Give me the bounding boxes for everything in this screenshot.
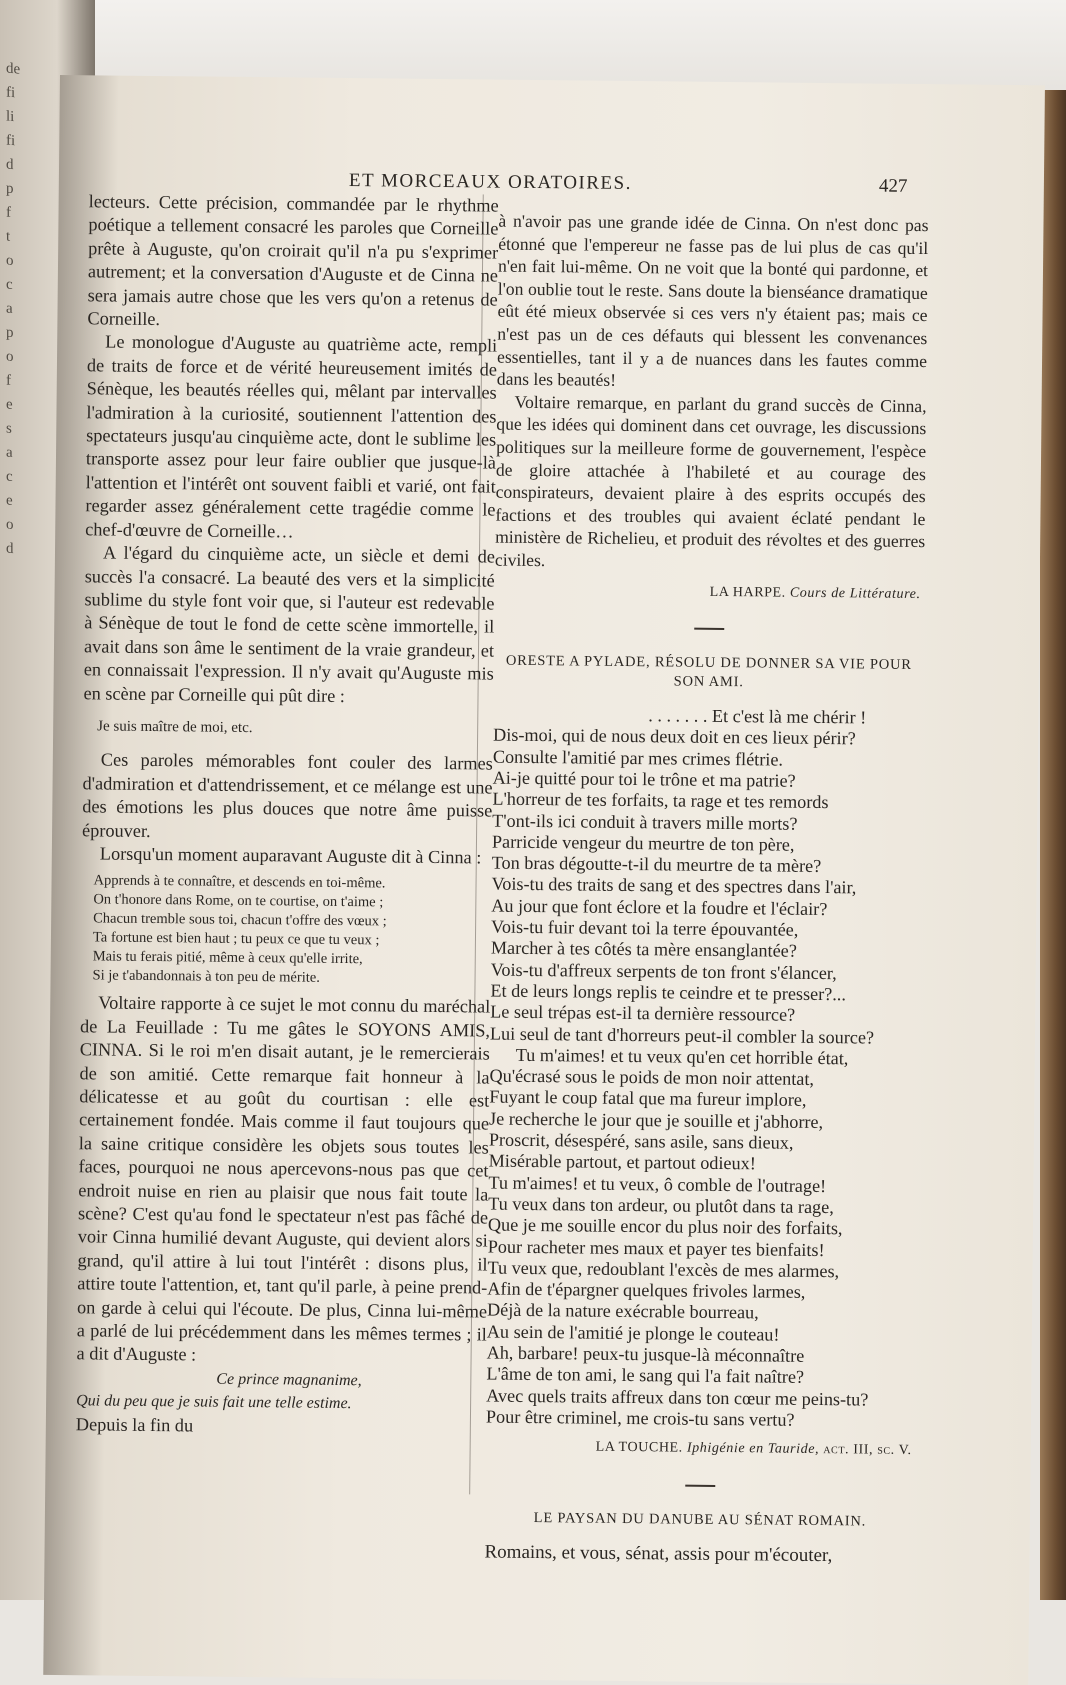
facing-page-fragment: fi xyxy=(6,132,16,150)
facing-page-fragment: c xyxy=(6,276,13,294)
verse-line: Tu veux dans ton ardeur, ou plutôt dans ta rage, xyxy=(488,1193,834,1218)
right-column xyxy=(484,210,928,1568)
facing-page-fragment: c xyxy=(6,468,13,486)
facing-page-fragment: s xyxy=(6,420,12,437)
verse-line: Vois-tu d'affreux serpents de ton front s'élancer, xyxy=(490,959,837,983)
verse-line: Vois-tu des traits de sang et des spectres dans l'air, xyxy=(491,874,857,898)
verse-line: Proscrit, désespéré, sans asile, sans dieux, xyxy=(488,1129,794,1153)
verse-line: Fuyant le coup fatal que ma fureur implore, xyxy=(489,1086,807,1111)
attribution-work: Iphigénie en Tauride, xyxy=(686,1440,820,1458)
paragraph: Lorsqu'un moment auparavant Auguste dit à Cinna : xyxy=(99,843,482,868)
paragraph: Voltaire remarque, en parlant du grand succès de Cinna, que les idées qui dominent dans cet ouvrage, les discussions politiques sur la meilleure forme de gouvernement, l'espèce de gloire attachée à l'habileté et au courage des conspirateurs, devaient plaire à des esprits occupés des factions et des troubles qui avaient éclaté pendant le ministère de Richelieu, et produit des révoltes et des guerres civiles. xyxy=(494,391,927,571)
attribution-author: LA TOUCHE. xyxy=(595,1439,683,1456)
verse-line: On t'honore dans Rome, on te courtise, on t'aime ; xyxy=(93,891,384,911)
poem-stanza-2 xyxy=(486,1066,920,1433)
paragraph: Voltaire rapporte à ce sujet le mot connu du maréchal de La Feuillade : Tu me gâtes le SOYONS AMIS, CINNA. Si le roi m'en disait autant, je le remercierais de son amitié. Cette remarque fait honneur à la délicatesse et au goût du courtisan : elle est certainement fondée. Mais comme il faut toujours que la saine critique considère les objets sous toutes les faces, pourquoi ne nous apercevons-nous pas que cet endroit nuise en rien au plaisir que nous fait toute la scène? C'est qu'au fond le spectateur n'est pas fâché de voir Cinna humilié devant Auguste, qui devient alors si grand, qu'il attire à lui tout l'intérêt : disons plus, il attire toute l'attention, et, tant qu'il parle, à peine prend-on garde à celui qui l'écoute. De plus, Cinna lui-même a parlé de lui précédemment dans les mêmes termes ; il a dit d'Auguste : xyxy=(76,992,491,1365)
page-number: 427 xyxy=(878,175,908,197)
facing-page-fragment: e xyxy=(6,492,13,510)
attribution-location: act. III, sc. V. xyxy=(823,1442,912,1459)
verse-line: Lui seul de tant d'horreurs peut-il combler la source? xyxy=(489,1023,875,1048)
facing-page-fragment: f xyxy=(6,204,11,221)
verse-line: Consulte l'amitié par mes crimes flétrie. xyxy=(492,746,784,770)
section-separator xyxy=(694,628,724,630)
verse-line: Au jour que font éclore et la foudre et l'éclair? xyxy=(491,895,828,919)
verse-line: Je recherche le jour que je souille et j'abhorre, xyxy=(488,1108,824,1132)
verse-line: Chacun tremble sous toi, chacun t'offre des vœux ; xyxy=(93,910,387,930)
verse-line: Pour être criminel, me crois-tu sans vertu? xyxy=(485,1406,795,1430)
verse-line: Le seul trépas est-il ta dernière ressource? xyxy=(490,1001,796,1025)
verse-line: Déjà de la nature exécrable bourreau, xyxy=(486,1299,759,1323)
verse-line: Que je me souille encor du plus noir des forfaits, xyxy=(487,1214,843,1239)
verse-line: Mais tu ferais pitié, même à ceux qu'elle irrite, xyxy=(92,948,363,968)
facing-page-fragment: li xyxy=(6,108,15,126)
attribution-work: Cours de Littérature. xyxy=(789,585,921,602)
facing-page-fragment: de xyxy=(6,60,21,78)
paragraph: Depuis la fin du xyxy=(75,1413,194,1436)
verse-line: Avec quels traits affreux dans ton cœur me peins-tu? xyxy=(486,1385,869,1410)
verse-line: Tu veux que, redoublant l'excès de mes alarmes, xyxy=(487,1257,840,1282)
verse-line: L'horreur de tes forfaits, ta rage et tes remords xyxy=(492,788,829,813)
facing-page-fragment: o xyxy=(6,348,14,366)
quote-line: Ce prince magnanime, xyxy=(216,1370,362,1390)
verse-line: Afin de t'épargner quelques frivoles larmes, xyxy=(487,1278,806,1302)
facing-page-fragment: o xyxy=(6,252,14,270)
verse-line: Si je t'abandonnais à ton peu de mérite. xyxy=(92,967,320,987)
paragraph: à n'avoir pas une grande idée de Cinna. On n'est donc pas étonné que l'empereur ne fasse pas de lui plus de cas qu'il n'en fait lui-même. On ne voit que la bonté qui pardonne, et l'on oublie tout le reste. Sans doute la bienséance dramatique eût été mieux observée si ces vers n'y étaient pas; mais ce n'est pas un de ces défauts qui blessent les convenances essentielles, tant il y a de nuances dans les fautes comme dans les beautés! xyxy=(496,210,929,390)
facing-page-fragment: o xyxy=(6,516,14,534)
facing-page-fragment: d xyxy=(6,156,14,174)
paragraph: Ces paroles mémorables font couler des larmes d'admiration et d'attendrissement, et ce mélange est une des émotions les plus douces que notre âme puisse éprouver. xyxy=(81,749,493,841)
facing-page-fragment: d xyxy=(6,540,14,558)
paragraph: lecteurs. Cette précision, commandée par le rhythme poétique a tellement consacré les paroles que Corneille prête à Auguste, qu'on croirait qu'il n'a pu s'exprimer autrement; et la conversation d'Auguste et de Cinna ne sera jamais autre chose que les vers qu'on a retenus de Corneille. xyxy=(87,191,499,330)
facing-page-fragment: fi xyxy=(6,84,16,102)
verse-line: Tu m'aimes! et tu veux, ô comble de l'outrage! xyxy=(488,1172,827,1196)
verse-line: L'âme de ton ami, le sang qui l'a fait naître? xyxy=(486,1363,805,1388)
attribution xyxy=(486,1436,912,1463)
section-separator xyxy=(685,1484,715,1486)
book-cover-edge xyxy=(1040,90,1066,1600)
verse-line: Ta fortune est bien haut ; tu peux ce que tu veux ; xyxy=(92,929,380,949)
running-title: ET MORCEAUX ORATOIRES. xyxy=(348,170,633,194)
verse-line: Au sein de l'amitié je plonge le couteau! xyxy=(486,1321,780,1345)
left-column xyxy=(76,190,499,1440)
paragraph: A l'égard du cinquième acte, un siècle et demi de succès l'a consacré. La beauté des vers et la simplicité sublime du style font voir que, si l'auteur est redevable à Sénèque de tout le fond de cette scène immortelle, il avait dans son âme le sentiment de la vraie grandeur, et en connaissait l'expression. Il n'y avait qu'Auguste mis en scène par Corneille qui pût dire : xyxy=(83,542,496,706)
verse-line: Qu'écrasé sous le poids de mon noir attentat, xyxy=(489,1065,815,1090)
quote-line: Qui du peu que je suis fait une telle estime. xyxy=(76,1392,352,1413)
verse-line: Dis-moi, qui de nous deux doit en ces lieux périr? xyxy=(493,724,856,749)
paragraph: Le monologue d'Auguste au quatrième acte, rempli de traits de force et de vérité heureusement imités de Sénèque, les beautés réelles qui, mêlant par intervalles l'admiration à la curiosité, soutiennent l'attention des spectateurs jusqu'au cinquième acte, dont le sublime les transporte assez pour leur faire oublier que jusque-là l'attention et l'intérêt ont souvent faibli et varié, ont fait regarder assez généralement cette tragédie comme le chef-d'œuvre de Corneille… xyxy=(85,331,498,542)
book-page xyxy=(43,75,1045,1685)
facing-page-fragment: t xyxy=(6,228,11,245)
verse-line: T'ont-ils ici conduit à travers mille morts? xyxy=(492,810,798,834)
verse-line: Vois-tu fuir devant toi la terre épouvantée, xyxy=(491,916,799,940)
verse-line: Marcher à tes côtés ta mère ensanglantée? xyxy=(490,937,797,962)
attribution xyxy=(495,579,921,606)
verse-line: Ah, barbare! peux-tu jusque-là méconnaître xyxy=(486,1342,805,1366)
verse-line: Et de leurs longs replis te ceindre et te presser?... xyxy=(490,980,847,1005)
quote: Je suis maître de moi, etc. xyxy=(97,718,253,736)
verse-line: Pour racheter mes maux et payer tes bienfaits! xyxy=(487,1236,825,1260)
verse-line: . . . . . . . Et c'est là me chérir ! xyxy=(648,705,867,728)
facing-page-fragment: p xyxy=(6,180,14,198)
verse-line: Parricide vengeur du meurtre de ton père, xyxy=(491,831,795,855)
poem-stanza-1 xyxy=(490,725,923,1049)
verse-line: Apprends à te connaître, et descends en toi-même. xyxy=(93,872,386,892)
verse-line: Ton bras dégoutte-t-il du meurtre de ta mère? xyxy=(491,852,822,877)
verse-line: Romains, et vous, sénat, assis pour m'écouter, xyxy=(484,1541,833,1566)
verse-line: Ai-je quitté pour toi le trône et ma patrie? xyxy=(492,767,796,791)
attribution-author: LA HARPE. xyxy=(709,584,786,601)
facing-page-fragment: a xyxy=(6,300,13,318)
section-title: LE PAYSAN DU DANUBE AU SÉNAT ROMAIN. xyxy=(533,1509,867,1530)
facing-page-fragment: p xyxy=(6,324,14,342)
facing-page-fragment: a xyxy=(6,444,13,462)
section-title: ORESTE A PYLADE, RÉSOLU DE DONNER SA VIE POUR SON AMI. xyxy=(505,652,912,691)
verse-line: Tu m'aimes! et tu veux qu'en cet horrible état, xyxy=(515,1044,849,1069)
facing-page-fragment: f xyxy=(6,372,11,389)
verse-quote xyxy=(80,872,491,990)
verse-line: Misérable partout, et partout odieux! xyxy=(488,1150,756,1174)
facing-page-fragment: e xyxy=(6,396,13,414)
